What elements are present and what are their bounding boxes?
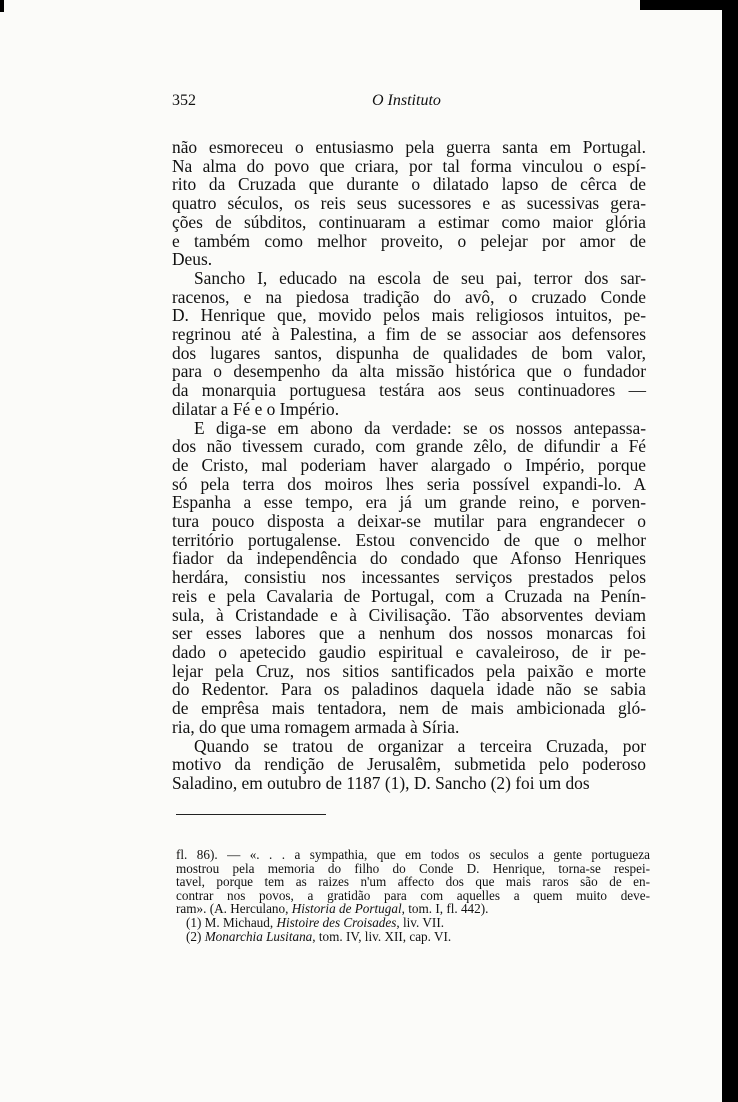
body-line: de emprêsa mais tentadora, nem de mais ambicionada gló- xyxy=(172,698,646,719)
body-text xyxy=(172,138,646,793)
body-line: ria, do que uma romagem armada à Síria. xyxy=(172,716,460,737)
footnote-continuation-line: mostrou pela memoria do filho do Conde D. Henrique, torna-se respei- xyxy=(176,860,650,876)
page-number: 352 xyxy=(172,92,196,109)
footnote-citation-tail: ram». (A. Herculano, Historia de Portugal, tom. I, fl. 442). xyxy=(176,901,489,917)
body-line: dado o apetecido gaudio espiritual e cavaleiroso, de ir pe- xyxy=(172,641,646,662)
body-line: da monarquia portuguesa testára aos seus continuadores — xyxy=(172,380,646,401)
body-line: Espanha a esse tempo, era já um grande reino, e porven- xyxy=(172,492,646,513)
footnote-1: (1) M. Michaud, Histoire des Croisades, liv. VII. xyxy=(186,914,445,930)
body-line: fiador da independência do condado que Afonso Henriques xyxy=(172,548,646,569)
footnote-continuation-line: fl. 86). — «. . . a sympathia, que em todos os seculos a gente portugueza xyxy=(176,847,650,862)
body-line: só pela terra dos moiros lhes seria possível expandi-lo. A xyxy=(172,473,646,494)
footnote-continuation-line: contrar nos povos, a gratidão para com aquelles a quem muito deve- xyxy=(176,887,650,903)
body-line: dos não tivessem curado, com grande zêlo, de difundir a Fé xyxy=(172,436,646,457)
footnote-2: (2) Monarchia Lusitana, tom. IV, liv. XII, cap. VI. xyxy=(186,928,452,944)
body-line: herdára, consistiu nos incessantes serviços prestados pelos xyxy=(172,567,646,588)
running-head xyxy=(172,92,646,116)
body-line: de Cristo, mal poderiam haver alargado o Império, porque xyxy=(172,454,646,475)
body-line: reis e pela Cavalaria de Portugal, com a Cruzada na Penín- xyxy=(172,585,646,606)
body-line: quatro séculos, os reis seus sucessores e as sucessivas gera- xyxy=(172,193,646,214)
body-line: Quando se tratou de organizar a terceira Cruzada, por xyxy=(194,735,646,756)
footnotes xyxy=(176,848,650,943)
page-content xyxy=(172,92,646,793)
journal-title: O Instituto xyxy=(372,92,441,109)
body-line: sula, à Cristandade e à Civilisação. Tão absorventes deviam xyxy=(172,604,646,625)
body-line: ções de súbditos, continuaram a estimar como maior glória xyxy=(172,211,646,232)
body-line: Saladino, em outubro de 1187 (1), D. Sancho (2) foi um dos xyxy=(172,772,590,793)
body-line: Deus. xyxy=(172,249,213,270)
body-line: dilatar a Fé e o Império. xyxy=(172,398,340,419)
body-line: Na alma do povo que criara, por tal forma vinculou o espí- xyxy=(172,155,646,176)
body-line: do Redentor. Para os paladinos daquela idade não se sabia xyxy=(172,679,646,700)
body-line: ser esses labores que a nenhum dos nossos monarcas foi xyxy=(172,623,646,644)
body-line: Sancho I, educado na escola de seu pai, terror dos sar- xyxy=(194,267,646,288)
body-line: tura pouco disposta a deixar-se mutilar para engrandecer o xyxy=(172,511,646,532)
body-line: racenos, e na piedosa tradição do avô, o cruzado Conde xyxy=(172,286,646,307)
body-line: dos lugares santos, dispunha de qualidades de bom valor, xyxy=(172,342,646,363)
body-line: para o desempenho da alta missão histórica que o fundador xyxy=(172,361,646,382)
body-line: regrinou até à Palestina, a fim de se associar aos defensores xyxy=(172,324,646,345)
footnote-continuation-line: tavel, porque tem as raizes n'um affecto dos que mais raros são de en- xyxy=(176,874,650,890)
body-line: D. Henrique que, movido pelos mais religiosos intuitos, pe- xyxy=(172,305,646,326)
scan-border-right xyxy=(722,0,738,1102)
body-line: não esmoreceu o entusiasmo pela guerra santa em Portugal. xyxy=(172,137,646,157)
body-line: E diga-se em abono da verdade: se os nossos antepassa- xyxy=(194,417,646,438)
body-line: lejar pela Cruz, nos sitios santificados pela paixão e morte xyxy=(172,660,646,681)
body-line: território portugalense. Estou convencido de que o melhor xyxy=(172,529,646,550)
scan-border-top-left xyxy=(0,0,4,12)
footnote-separator xyxy=(176,814,326,815)
body-line: motivo da rendição de Jerusalêm, submetida pelo poderoso xyxy=(172,754,646,775)
body-line: rito da Cruzada que durante o dilatado lapso de cêrca de xyxy=(172,174,646,195)
body-line: e também como melhor proveito, o pelejar por amor de xyxy=(172,230,646,251)
